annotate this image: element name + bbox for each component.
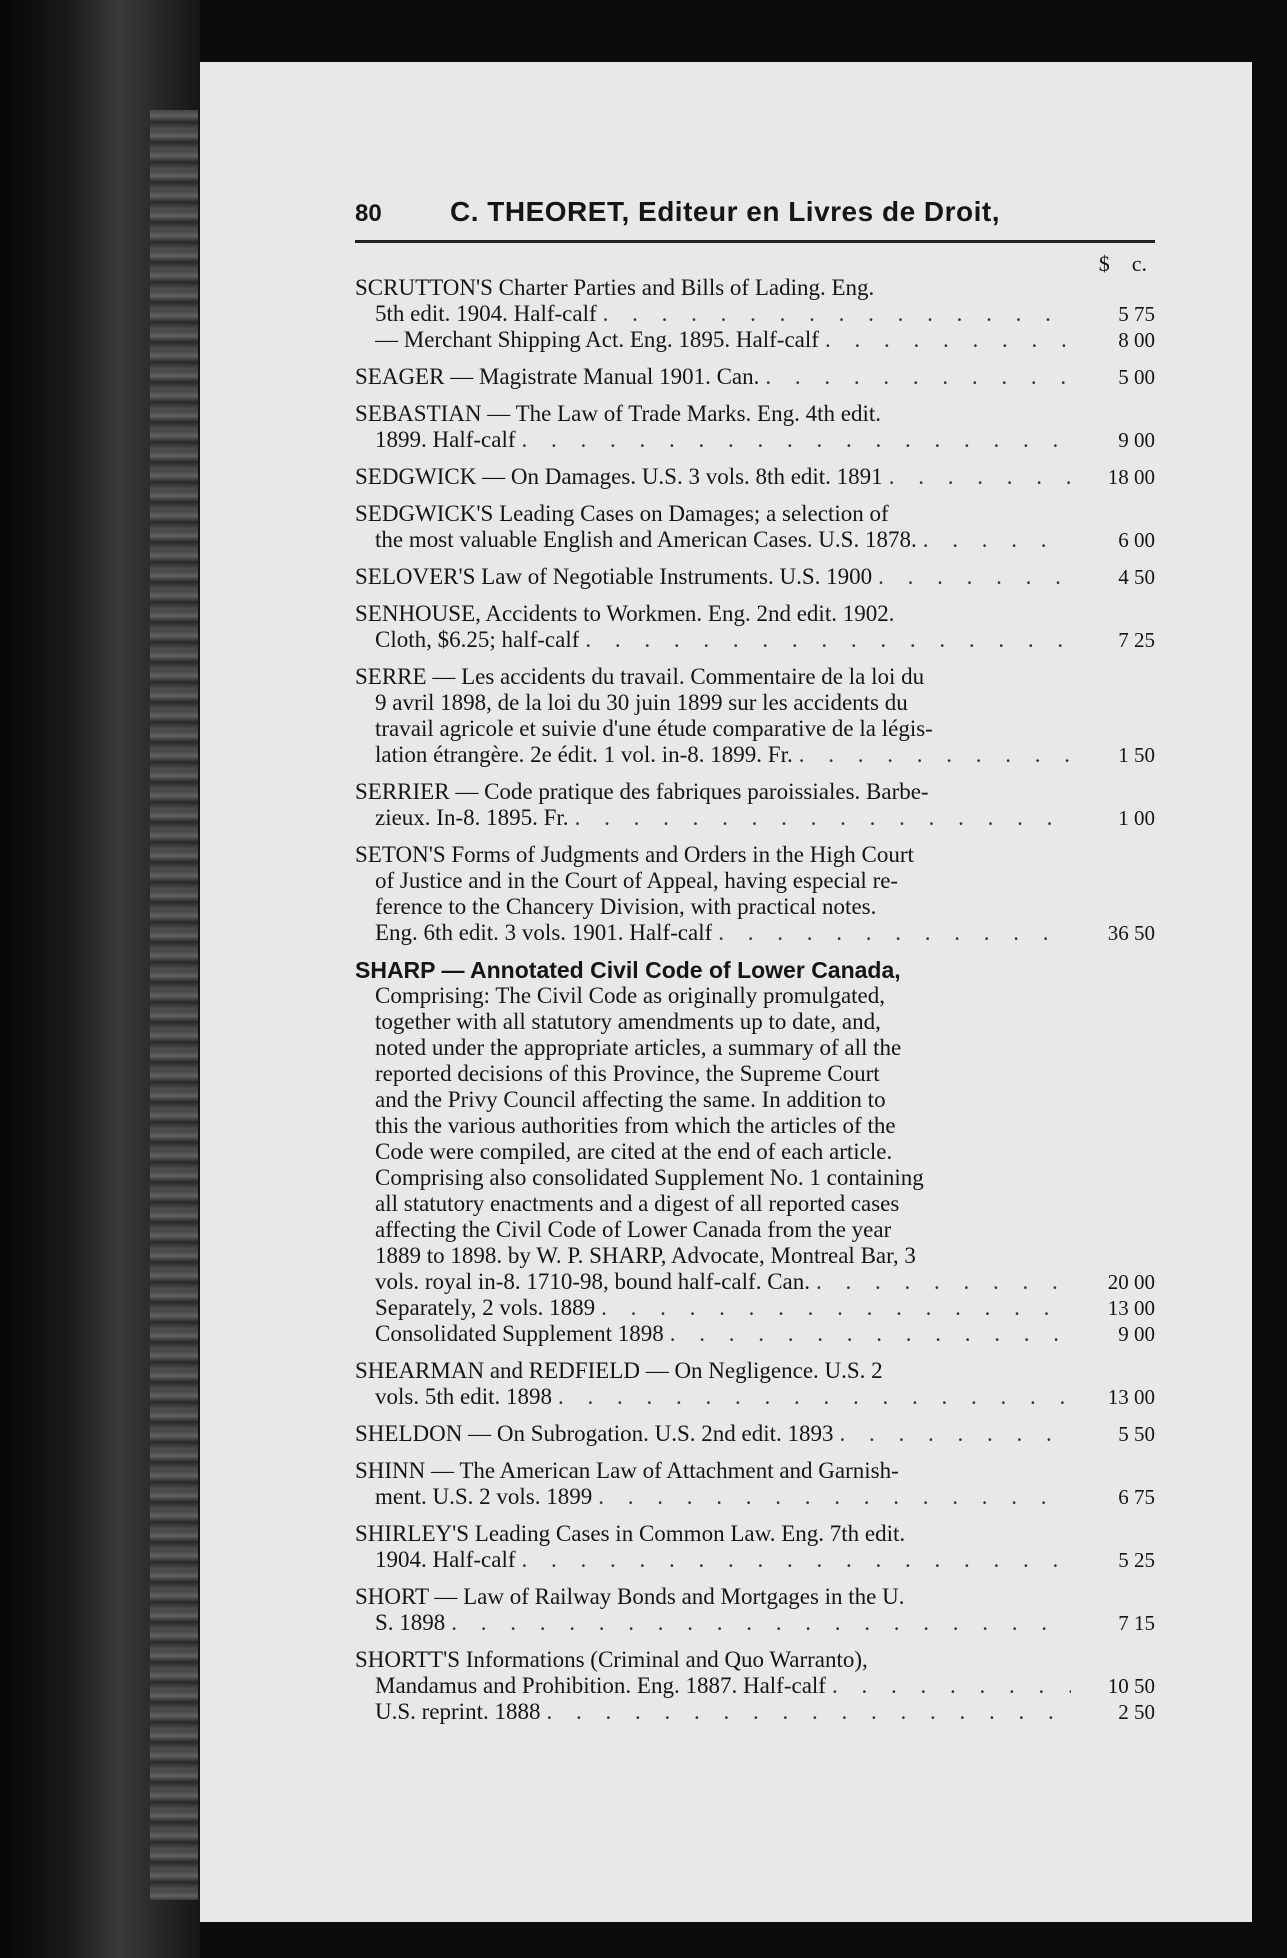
leader-dots — [923, 527, 1071, 553]
entry-line — [355, 1113, 1155, 1139]
catalog-entry — [355, 364, 1155, 390]
entry-price: 4 50 — [1118, 565, 1155, 589]
catalog-entry — [355, 601, 1155, 653]
entry-text: 1899. Half-calf — [375, 427, 516, 452]
entry-text: SEAGER — Magistrate Manual 1901. Can. — [355, 364, 760, 389]
entry-text: the most valuable English and American Cases. U.S. 1878. — [375, 527, 917, 552]
entry-text: SETON'S Forms of Judgments and Orders in the High Court — [355, 842, 914, 867]
entry-text: vols. 5th edit. 1898 — [375, 1384, 552, 1409]
entry-line — [355, 779, 1155, 805]
entry-price: 1 00 — [1118, 806, 1155, 830]
entry-text: SHEARMAN and REDFIELD — On Negligence. U.S. 2 — [355, 1358, 883, 1383]
entry-price: 20 00 — [1107, 1270, 1155, 1294]
catalog-entry — [355, 1458, 1155, 1510]
scan-right-edge — [1252, 0, 1287, 1958]
leader-dots — [889, 464, 1071, 490]
entry-line — [355, 427, 1155, 453]
entry-line — [355, 1243, 1155, 1269]
adjacent-page-edge — [150, 110, 198, 1900]
entry-text: travail agricole et suivie d'une étude comparative de la légis- — [375, 716, 933, 741]
entry-text: of Justice and in the Court of Appeal, having especial re- — [375, 868, 899, 893]
entry-line — [355, 716, 1155, 742]
catalog-entry — [355, 1358, 1155, 1410]
entry-price: 9 00 — [1118, 1322, 1155, 1346]
entry-price: 10 50 — [1107, 1674, 1155, 1698]
entry-text: SHELDON — On Subrogation. U.S. 2nd edit. 1893 — [355, 1421, 834, 1446]
entry-price: 2 50 — [1118, 1700, 1155, 1724]
entry-line — [355, 983, 1155, 1009]
leader-dots — [451, 1610, 1071, 1636]
entry-text: 9 avril 1898, de la loi du 30 juin 1899 sur les accidents du — [375, 690, 908, 715]
entry-text: Mandamus and Prohibition. Eng. 1887. Half-calf — [375, 1673, 826, 1698]
entry-line — [355, 564, 1155, 590]
entry-text: U.S. reprint. 1888 — [375, 1699, 541, 1724]
entry-text: reported decisions of this Province, the Supreme Court — [375, 1061, 880, 1086]
entry-line — [355, 1295, 1155, 1321]
entry-price: 1 50 — [1118, 743, 1155, 767]
entry-line — [355, 805, 1155, 831]
leader-dots — [598, 1484, 1071, 1510]
entry-text: affecting the Civil Code of Lower Canada from the year — [375, 1217, 892, 1242]
entry-text: 1889 to 1898. by W. P. SHARP, Advocate, Montreal Bar, 3 — [375, 1243, 916, 1268]
entry-price: 9 00 — [1118, 428, 1155, 452]
entry-line — [355, 1087, 1155, 1113]
entry-text: S. 1898 — [375, 1610, 446, 1635]
leader-dots — [765, 364, 1071, 390]
entry-line — [355, 1061, 1155, 1087]
header-rule — [355, 240, 1155, 243]
entry-text: and the Privy Council affecting the same. In addition to — [375, 1087, 886, 1112]
entry-text: SHORTT'S Informations (Criminal and Quo Warranto), — [355, 1647, 868, 1672]
entry-text: SELOVER'S Law of Negotiable Instruments. U.S. 1900 — [355, 564, 873, 589]
page-number: 80 — [355, 200, 382, 227]
leader-dots — [522, 427, 1072, 453]
leader-dots — [546, 1699, 1071, 1725]
entry-text: SHIRLEY'S Leading Cases in Common Law. Eng. 7th edit. — [355, 1521, 906, 1546]
entry-line — [355, 1009, 1155, 1035]
entry-price: 6 00 — [1118, 528, 1155, 552]
running-head — [355, 196, 1155, 228]
entry-line — [355, 1191, 1155, 1217]
entry-line — [355, 690, 1155, 716]
catalog-entry — [355, 564, 1155, 590]
entry-line — [355, 1699, 1155, 1725]
entry-line — [355, 1165, 1155, 1191]
entry-text: SENHOUSE, Accidents to Workmen. Eng. 2nd edit. 1902. — [355, 601, 895, 626]
leader-dots — [585, 627, 1071, 653]
entry-price: 7 15 — [1118, 1611, 1155, 1635]
entry-text: Code were compiled, are cited at the end of each article. — [375, 1139, 893, 1164]
running-title: C. THEORET, Editeur en Livres de Droit, — [450, 196, 1001, 227]
entry-line — [355, 894, 1155, 920]
leader-dots — [603, 301, 1071, 327]
entry-line — [355, 1647, 1155, 1673]
entry-line — [355, 1358, 1155, 1384]
entry-text: this the various authorities from which the articles of the — [375, 1113, 896, 1138]
catalog-entries — [355, 275, 1155, 1725]
entry-text: Separately, 2 vols. 1889 — [375, 1295, 596, 1320]
catalog-entry — [355, 1584, 1155, 1636]
entry-line — [355, 1269, 1155, 1295]
catalog-entry — [355, 1521, 1155, 1573]
entry-heading: SHARP — Annotated Civil Code of Lower Canada, — [355, 957, 901, 983]
entry-line — [355, 1035, 1155, 1061]
entry-line — [355, 1384, 1155, 1410]
leader-dots — [558, 1384, 1071, 1410]
entry-price: 5 00 — [1118, 365, 1155, 389]
entry-price: 18 00 — [1107, 465, 1155, 489]
entry-text: together with all statutory amendments up to date, and, — [375, 1009, 881, 1034]
catalog-entry — [355, 401, 1155, 453]
leader-dots — [832, 1673, 1071, 1699]
entry-line — [355, 1610, 1155, 1636]
leader-dots — [799, 742, 1071, 768]
entry-line — [355, 401, 1155, 427]
entry-line — [355, 327, 1155, 353]
entry-line — [355, 301, 1155, 327]
catalog-entry — [355, 275, 1155, 353]
entry-line — [355, 275, 1155, 301]
entry-line — [355, 1547, 1155, 1573]
leader-dots — [522, 1547, 1072, 1573]
leader-dots — [575, 805, 1071, 831]
entry-price: 36 50 — [1107, 921, 1155, 945]
catalog-entry — [355, 842, 1155, 946]
entry-line — [355, 1484, 1155, 1510]
entry-text: Comprising also consolidated Supplement No. 1 containing — [375, 1165, 924, 1190]
entry-line — [355, 868, 1155, 894]
entry-line — [355, 601, 1155, 627]
entry-text: SEBASTIAN — The Law of Trade Marks. Eng. 4th edit. — [355, 401, 881, 426]
dollar-column-label: $ — [1098, 251, 1110, 276]
entry-price: 5 50 — [1118, 1422, 1155, 1446]
entry-price: 5 25 — [1118, 1548, 1155, 1572]
entry-text: Cloth, $6.25; half-calf — [375, 627, 580, 652]
entry-line — [355, 1673, 1155, 1699]
entry-price: 6 75 — [1118, 1485, 1155, 1509]
cents-column-label: c. — [1131, 251, 1147, 276]
entry-price: 13 00 — [1107, 1385, 1155, 1409]
entry-text: SHINN — The American Law of Attachment and Garnish- — [355, 1458, 899, 1483]
entry-line — [355, 957, 1155, 983]
leader-dots — [840, 1421, 1071, 1447]
page-content — [355, 196, 1155, 1736]
entry-text: Consolidated Supplement 1898 — [375, 1321, 664, 1346]
entry-price: 8 00 — [1118, 328, 1155, 352]
entry-text: SERRE — Les accidents du travail. Commentaire de la loi du — [355, 664, 925, 689]
catalog-entry — [355, 501, 1155, 553]
entry-line — [355, 664, 1155, 690]
entry-price: 5 75 — [1118, 302, 1155, 326]
entry-line — [355, 1458, 1155, 1484]
entry-text: SCRUTTON'S Charter Parties and Bills of Lading. Eng. — [355, 275, 875, 300]
entry-text: 5th edit. 1904. Half-calf — [375, 301, 597, 326]
entry-price: 7 25 — [1118, 628, 1155, 652]
entry-text: lation étrangère. 2e édit. 1 vol. in-8. 1899. Fr. — [375, 742, 793, 767]
catalog-entry — [355, 464, 1155, 490]
catalog-entry — [355, 664, 1155, 768]
entry-line — [355, 1217, 1155, 1243]
leader-dots — [825, 327, 1071, 353]
entry-line — [355, 1521, 1155, 1547]
entry-text: noted under the appropriate articles, a summary of all the — [375, 1035, 902, 1060]
entry-line — [355, 464, 1155, 490]
entry-line — [355, 742, 1155, 768]
currency-header — [355, 251, 1147, 276]
entry-text: SEDGWICK'S Leading Cases on Damages; a selection of — [355, 501, 889, 526]
entry-line — [355, 920, 1155, 946]
leader-dots — [718, 920, 1071, 946]
entry-line — [355, 627, 1155, 653]
entry-text: SHORT — Law of Railway Bonds and Mortgages in the U. — [355, 1584, 905, 1609]
entry-text: all statutory enactments and a digest of all reported cases — [375, 1191, 900, 1216]
catalog-entry — [355, 1647, 1155, 1725]
entry-text: 1904. Half-calf — [375, 1547, 516, 1572]
entry-line — [355, 501, 1155, 527]
leader-dots — [601, 1295, 1071, 1321]
entry-text: SEDGWICK — On Damages. U.S. 3 vols. 8th edit. 1891 — [355, 464, 883, 489]
entry-text: SERRIER — Code pratique des fabriques paroissiales. Barbe- — [355, 779, 929, 804]
entry-line — [355, 842, 1155, 868]
entry-text: zieux. In-8. 1895. Fr. — [375, 805, 569, 830]
entry-line — [355, 527, 1155, 553]
entry-text: vols. royal in-8. 1710-98, bound half-calf. Can. — [375, 1269, 810, 1294]
entry-text: Comprising: The Civil Code as originally promulgated, — [375, 983, 885, 1008]
entry-text: ment. U.S. 2 vols. 1899 — [375, 1484, 593, 1509]
entry-line — [355, 1421, 1155, 1447]
entry-price: 13 00 — [1107, 1296, 1155, 1320]
entry-text: — Merchant Shipping Act. Eng. 1895. Half-calf — [375, 327, 819, 352]
catalog-entry — [355, 1421, 1155, 1447]
entry-line — [355, 1321, 1155, 1347]
catalog-entry — [355, 779, 1155, 831]
entry-text: ference to the Chancery Division, with practical notes. — [375, 894, 877, 919]
entry-text: Eng. 6th edit. 3 vols. 1901. Half-calf — [375, 920, 713, 945]
entry-line — [355, 1584, 1155, 1610]
entry-line — [355, 1139, 1155, 1165]
leader-dots — [670, 1321, 1071, 1347]
leader-dots — [816, 1269, 1071, 1295]
entry-line — [355, 364, 1155, 390]
leader-dots — [878, 564, 1071, 590]
catalog-entry-featured — [355, 957, 1155, 1347]
